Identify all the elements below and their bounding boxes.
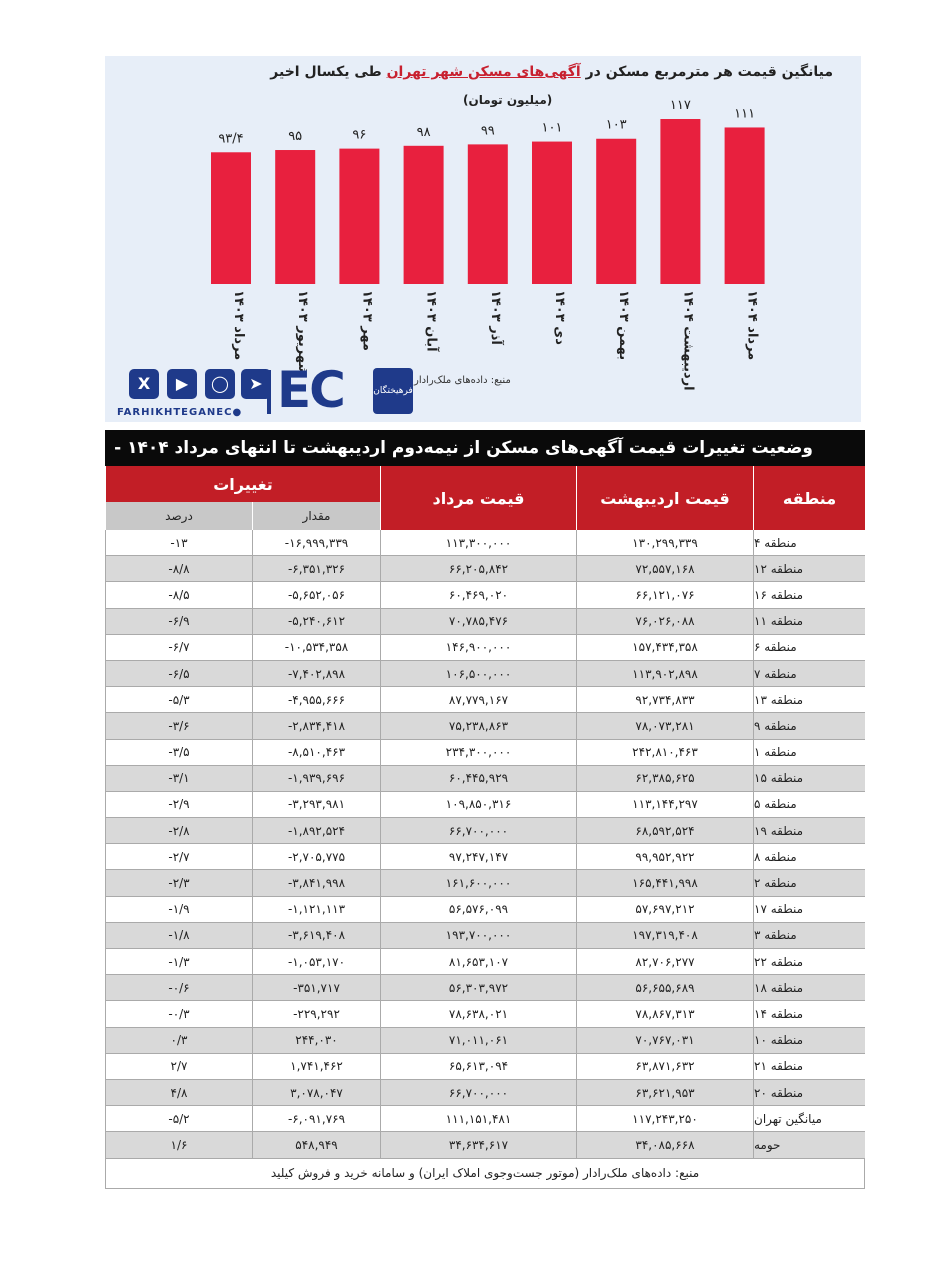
cell-price-ordibehesht: ۷۲,۵۵۷,۱۶۸: [576, 556, 753, 582]
cell-price-ordibehesht: ۷۸,۰۷۳,۲۸۱: [576, 713, 753, 739]
header-percent: درصد: [105, 502, 252, 530]
cell-percent: -۳/۵: [105, 740, 252, 766]
bar: [660, 119, 700, 284]
bar-value-label: ۱۱۷: [669, 98, 691, 113]
cell-percent: -۲/۹: [105, 792, 252, 818]
bar: [468, 144, 508, 284]
cell-percent: -۵/۳: [105, 687, 252, 713]
cell-price-ordibehesht: ۳۴,۰۸۵,۶۶۸: [576, 1132, 753, 1158]
cell-amount: -۷,۴۰۲,۸۹۸: [252, 661, 380, 687]
cell-region: منطقه ۱۸: [753, 975, 865, 1001]
category-label: آذر ۱۴۰۳: [487, 290, 503, 345]
cell-percent: -۱۳: [105, 530, 252, 556]
cell-amount: -۱,۱۲۱,۱۱۳: [252, 897, 380, 923]
cell-region: منطقه ۶: [753, 635, 865, 661]
cell-price-mordad: ۵۶,۵۷۶,۰۹۹: [380, 897, 576, 923]
bar-value-label: ۹۵: [288, 129, 303, 145]
cell-percent: -۰/۶: [105, 975, 252, 1001]
cell-price-mordad: ۱۶۱,۶۰۰,۰۰۰: [380, 870, 576, 896]
cell-region: منطقه ۹: [753, 713, 865, 739]
cell-price-mordad: ۹۷,۲۴۷,۱۴۷: [380, 844, 576, 870]
cell-price-mordad: ۱۴۶,۹۰۰,۰۰۰: [380, 635, 576, 661]
cell-price-ordibehesht: ۱۵۷,۴۳۴,۳۵۸: [576, 635, 753, 661]
table-row: [105, 870, 865, 896]
bar: [404, 146, 444, 284]
x-icon[interactable]: X: [129, 369, 159, 399]
table-row: [105, 975, 865, 1001]
table-row: [105, 818, 865, 844]
table-row: [105, 530, 865, 556]
cell-percent: -۳/۶: [105, 713, 252, 739]
instagram-icon[interactable]: ◯: [205, 369, 235, 399]
cell-amount: ۵۴۸,۹۴۹: [252, 1132, 380, 1158]
cell-amount: -۵,۶۵۲,۰۵۶: [252, 582, 380, 608]
cell-price-mordad: ۵۶,۳۰۳,۹۷۲: [380, 975, 576, 1001]
cell-amount: -۳۵۱,۷۱۷: [252, 975, 380, 1001]
table-row: [105, 635, 865, 661]
table-row: [105, 923, 865, 949]
cell-price-mordad: ۸۷,۷۷۹,۱۶۷: [380, 687, 576, 713]
category-label: مرداد ۱۴۰۳: [231, 290, 246, 361]
bar: [596, 139, 636, 284]
cell-price-mordad: ۱۹۳,۷۰۰,۰۰۰: [380, 923, 576, 949]
chart-title-pre: میانگین قیمت هر مترمربع مسکن در: [585, 64, 833, 80]
cell-percent: -۶/۹: [105, 609, 252, 635]
table-body: [105, 530, 865, 1159]
cell-price-ordibehesht: ۷۰,۷۶۷,۰۳۱: [576, 1028, 753, 1054]
table-row: [105, 1132, 865, 1158]
cell-price-ordibehesht: ۶۶,۱۲۱,۰۷۶: [576, 582, 753, 608]
cell-price-ordibehesht: ۶۳,۸۷۱,۶۳۲: [576, 1054, 753, 1080]
cell-amount: -۱۶,۹۹۹,۳۳۹: [252, 530, 380, 556]
chart-title-highlight: آگهی‌های مسکن شهر تهران: [386, 64, 581, 80]
cell-amount: -۳,۸۴۱,۹۹۸: [252, 870, 380, 896]
cell-price-mordad: ۶۰,۴۶۹,۰۲۰: [380, 582, 576, 608]
header-region: منطقه: [753, 466, 865, 530]
cell-price-ordibehesht: ۲۴۲,۸۱۰,۴۶۳: [576, 740, 753, 766]
cell-price-ordibehesht: ۶۳,۶۲۱,۹۵۳: [576, 1080, 753, 1106]
header-price-mordad: قیمت مرداد: [380, 466, 576, 530]
cell-price-ordibehesht: ۷۸,۸۶۷,۳۱۳: [576, 1001, 753, 1027]
cell-amount: -۲,۸۳۴,۴۱۸: [252, 713, 380, 739]
site-url[interactable]: FARHIKHTEGANEC●: [117, 407, 243, 418]
table-row: [105, 897, 865, 923]
cell-amount: -۸,۵۱۰,۴۶۳: [252, 740, 380, 766]
header-changes: تغییرات: [105, 466, 380, 502]
cell-region: منطقه ۱۳: [753, 687, 865, 713]
cell-percent: -۵/۲: [105, 1106, 252, 1132]
cell-price-ordibehesht: ۹۹,۹۵۲,۹۲۲: [576, 844, 753, 870]
header-price-ordibehesht: قیمت اردیبهشت: [576, 466, 753, 530]
cell-price-mordad: ۶۶,۷۰۰,۰۰۰: [380, 1080, 576, 1106]
cell-price-ordibehesht: ۱۹۷,۳۱۹,۴۰۸: [576, 923, 753, 949]
cell-amount: -۱,۰۵۳,۱۷۰: [252, 949, 380, 975]
cell-price-mordad: ۱۰۹,۸۵۰,۳۱۶: [380, 792, 576, 818]
cell-amount: -۱,۹۳۹,۶۹۶: [252, 766, 380, 792]
cell-price-mordad: ۸۱,۶۵۳,۱۰۷: [380, 949, 576, 975]
cell-price-mordad: ۶۶,۲۰۵,۸۴۲: [380, 556, 576, 582]
cell-price-ordibehesht: ۸۲,۷۰۶,۲۷۷: [576, 949, 753, 975]
bar: [339, 149, 379, 284]
cell-region: منطقه ۷: [753, 661, 865, 687]
cell-region: منطقه ۴: [753, 530, 865, 556]
cell-region: منطقه ۳: [753, 923, 865, 949]
category-label: اردیبهشت ۱۴۰۴: [680, 290, 696, 391]
bar-value-label: ۹۹: [480, 123, 495, 139]
table-row: [105, 556, 865, 582]
bar: [211, 152, 251, 284]
cell-region: منطقه ۱۲: [753, 556, 865, 582]
youtube-icon[interactable]: ▶: [167, 369, 197, 399]
cell-amount: ۲۴۴,۰۳۰: [252, 1028, 380, 1054]
table-title: وضعیت تغییرات قیمت آگهی‌های مسکن از نیمه‌دوم اردیبهشت تا انتهای مرداد ۱۴۰۴ -: [105, 430, 865, 466]
cell-price-ordibehesht: ۱۱۷,۲۴۳,۲۵۰: [576, 1106, 753, 1132]
cell-price-mordad: ۱۱۱,۱۵۱,۴۸۱: [380, 1106, 576, 1132]
cell-percent: -۱/۹: [105, 897, 252, 923]
cell-region: میانگین تهران: [753, 1106, 865, 1132]
chart-unit: (میلیون تومان): [463, 93, 553, 107]
bar-value-label: ۱۰۱: [541, 120, 563, 136]
cell-percent: -۱/۸: [105, 923, 252, 949]
cell-percent: -۲/۷: [105, 844, 252, 870]
header-amount: مقدار: [252, 502, 380, 530]
table-row: [105, 661, 865, 687]
table-row: [105, 1028, 865, 1054]
brand-divider: [267, 370, 271, 414]
cell-amount: -۳,۶۱۹,۴۰۸: [252, 923, 380, 949]
table-row: [105, 844, 865, 870]
cell-amount: -۳,۲۹۳,۹۸۱: [252, 792, 380, 818]
table-row: [105, 713, 865, 739]
telegram-icon[interactable]: ➤: [241, 369, 271, 399]
cell-price-ordibehesht: ۵۶,۶۵۵,۶۸۹: [576, 975, 753, 1001]
table-row: [105, 1080, 865, 1106]
price-change-table: [105, 430, 865, 1189]
category-label: آبان ۱۴۰۳: [423, 290, 439, 352]
cell-region: منطقه ۲۲: [753, 949, 865, 975]
table-row: [105, 1054, 865, 1080]
bar-chart: [105, 56, 861, 422]
cell-percent: -۶/۷: [105, 635, 252, 661]
cell-amount: ۱,۷۴۱,۴۶۲: [252, 1054, 380, 1080]
cell-amount: ۳,۰۷۸,۰۴۷: [252, 1080, 380, 1106]
cell-price-mordad: ۱۱۳,۳۰۰,۰۰۰: [380, 530, 576, 556]
cell-amount: -۵,۲۴۰,۶۱۲: [252, 609, 380, 635]
cell-price-ordibehesht: ۶۸,۵۹۲,۵۲۴: [576, 818, 753, 844]
cell-region: منطقه ۱: [753, 740, 865, 766]
bar-value-label: ۹۸: [416, 124, 431, 140]
cell-amount: -۲,۷۰۵,۷۷۵: [252, 844, 380, 870]
cell-price-mordad: ۷۵,۲۳۸,۸۶۳: [380, 713, 576, 739]
bar: [532, 142, 572, 284]
cell-percent: -۰/۳: [105, 1001, 252, 1027]
cell-amount: -۶,۰۹۱,۷۶۹: [252, 1106, 380, 1132]
cell-price-ordibehesht: ۷۶,۰۲۶,۰۸۸: [576, 609, 753, 635]
cell-percent: ۴/۸: [105, 1080, 252, 1106]
cell-percent: ۱/۶: [105, 1132, 252, 1158]
cell-percent: -۶/۵: [105, 661, 252, 687]
cell-percent: -۲/۸: [105, 818, 252, 844]
cell-price-ordibehesht: ۶۲,۳۸۵,۶۲۵: [576, 766, 753, 792]
cell-price-mordad: ۶۶,۷۰۰,۰۰۰: [380, 818, 576, 844]
table-row: [105, 792, 865, 818]
bar-value-label: ۹۳/۴: [218, 131, 244, 147]
cell-price-mordad: ۷۸,۶۳۸,۰۲۱: [380, 1001, 576, 1027]
cell-percent: -۱/۳: [105, 949, 252, 975]
cell-region: منطقه ۱۶: [753, 582, 865, 608]
cell-percent: ۰/۳: [105, 1028, 252, 1054]
cell-amount: -۲۲۹,۲۹۲: [252, 1001, 380, 1027]
cell-region: منطقه ۲: [753, 870, 865, 896]
category-label: مهر ۱۴۰۳: [359, 290, 375, 351]
cell-percent: ۲/۷: [105, 1054, 252, 1080]
cell-percent: -۳/۱: [105, 766, 252, 792]
table-row: [105, 1001, 865, 1027]
cell-region: منطقه ۱۵: [753, 766, 865, 792]
cell-price-mordad: ۲۳۴,۳۰۰,۰۰۰: [380, 740, 576, 766]
cell-region: منطقه ۱۴: [753, 1001, 865, 1027]
table-header: [105, 466, 865, 530]
cell-amount: -۶,۳۵۱,۳۲۶: [252, 556, 380, 582]
bar-value-label: ۹۶: [352, 127, 367, 143]
bar-value-label: ۱۰۳: [605, 117, 627, 133]
cell-region: منطقه ۱۰: [753, 1028, 865, 1054]
cell-price-mordad: ۷۰,۷۸۵,۴۷۶: [380, 609, 576, 635]
cell-price-ordibehesht: ۱۱۳,۱۴۴,۲۹۷: [576, 792, 753, 818]
brand-logo: فرهیختگان: [373, 368, 413, 414]
cell-price-ordibehesht: ۹۲,۷۳۴,۸۳۳: [576, 687, 753, 713]
cell-region: منطقه ۸: [753, 844, 865, 870]
cell-region: منطقه ۵: [753, 792, 865, 818]
cell-amount: -۴,۹۵۵,۶۶۶: [252, 687, 380, 713]
cell-price-ordibehesht: ۱۳۰,۲۹۹,۳۳۹: [576, 530, 753, 556]
cell-amount: -۱,۸۹۲,۵۲۴: [252, 818, 380, 844]
bar: [725, 127, 765, 284]
table-row: [105, 687, 865, 713]
cell-price-ordibehesht: ۵۷,۶۹۷,۲۱۲: [576, 897, 753, 923]
cell-region: منطقه ۲۱: [753, 1054, 865, 1080]
cell-price-mordad: ۶۵,۶۱۳,۰۹۴: [380, 1054, 576, 1080]
chart-panel: [105, 56, 861, 422]
cell-price-mordad: ۷۱,۰۱۱,۰۶۱: [380, 1028, 576, 1054]
table-row: [105, 740, 865, 766]
cell-region: منطقه ۱۱: [753, 609, 865, 635]
social-links: [117, 369, 263, 419]
table-row: [105, 609, 865, 635]
category-label: مرداد ۱۴۰۴: [744, 290, 760, 361]
cell-percent: -۸/۵: [105, 582, 252, 608]
category-label: شهریور ۱۴۰۳: [295, 290, 311, 377]
cell-price-ordibehesht: ۱۶۵,۴۴۱,۹۹۸: [576, 870, 753, 896]
table-row: [105, 1106, 865, 1132]
cell-region: منطقه ۱۹: [753, 818, 865, 844]
cell-amount: -۱۰,۵۳۴,۳۵۸: [252, 635, 380, 661]
cell-region: منطقه ۱۷: [753, 897, 865, 923]
cell-price-mordad: ۶۰,۴۴۵,۹۲۹: [380, 766, 576, 792]
cell-price-mordad: ۱۰۶,۵۰۰,۰۰۰: [380, 661, 576, 687]
cell-region: حومه: [753, 1132, 865, 1158]
chart-source: منبع: داده‌های ملک‌رادار: [414, 375, 511, 386]
chart-title-post: طی یکسال اخیر: [270, 64, 382, 80]
cell-region: منطقه ۲۰: [753, 1080, 865, 1106]
bar-value-label: ۱۱۱: [734, 106, 756, 122]
bar: [275, 150, 315, 284]
cell-percent: -۸/۸: [105, 556, 252, 582]
brand-ec-logo: EC: [277, 361, 344, 419]
table-source: منبع: داده‌های ملک‌رادار (موتور جست‌وجوی املاک ایران) و سامانه خرید و فروش کیلید: [105, 1159, 865, 1189]
cell-percent: -۲/۳: [105, 870, 252, 896]
table-row: [105, 582, 865, 608]
table-row: [105, 949, 865, 975]
cell-price-mordad: ۳۴,۶۳۴,۶۱۷: [380, 1132, 576, 1158]
category-label: بهمن ۱۴۰۳: [616, 290, 632, 361]
category-label: دی ۱۴۰۳: [552, 290, 567, 345]
table-row: [105, 766, 865, 792]
cell-price-ordibehesht: ۱۱۳,۹۰۲,۸۹۸: [576, 661, 753, 687]
